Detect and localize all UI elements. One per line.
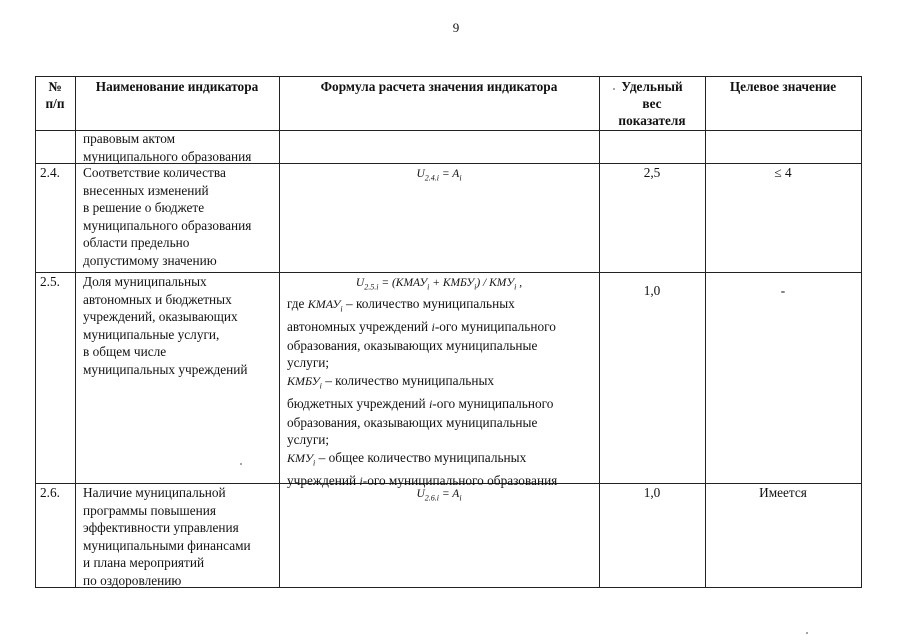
formula-subscript: i <box>459 493 462 503</box>
variable-name: КМУ <box>287 451 314 466</box>
formula-subscript: i <box>474 282 477 292</box>
text-line: муниципального образования <box>83 217 252 233</box>
text-line <box>287 295 557 318</box>
header-number-line: п/п <box>45 96 65 111</box>
text-fragment: -ого муниципального образования <box>362 473 558 489</box>
text-line: программы повышения <box>83 502 216 518</box>
text-fragment: -ого муниципального <box>434 319 556 335</box>
text-fragment: – количество муниципальных <box>321 373 495 389</box>
indicators-table <box>35 76 862 588</box>
variable-subscript: i <box>340 304 343 314</box>
formula-symbol: ) / КМУ <box>476 277 515 289</box>
header-target: Целевое значение <box>729 79 837 94</box>
indicator-name <box>83 484 251 590</box>
page-number: 9 <box>452 20 460 35</box>
row-number: 2.5. <box>40 274 60 289</box>
variable-subscript: i <box>313 458 316 468</box>
column-divider <box>75 76 76 588</box>
formula-description <box>287 295 557 491</box>
text-line: Соответствие количества <box>83 165 226 180</box>
text-line: услуги; <box>287 355 330 371</box>
text-line: допустимому значению <box>83 252 217 268</box>
variable-name: i <box>359 474 363 489</box>
text-line: Доля муниципальных <box>83 274 207 289</box>
header-weight-line: показателя <box>618 113 686 128</box>
formula-subscript: 2.5.i <box>364 282 379 292</box>
text-line <box>287 372 557 395</box>
indicator-target: Имеется <box>759 485 807 500</box>
text-line: и плана мероприятий <box>83 555 205 571</box>
header-weight <box>599 78 705 129</box>
indicator-name-continuation <box>83 130 251 165</box>
text-line <box>287 395 557 414</box>
indicator-target: - <box>780 283 786 298</box>
header-number <box>35 78 75 112</box>
indicator-formula <box>279 486 599 507</box>
variable-subscript: i <box>319 381 322 391</box>
text-line: учреждений, оказывающих <box>83 309 238 325</box>
header-indicator-name: Наименование индикатора <box>95 79 259 94</box>
header-weight-line: Удельный <box>621 79 683 94</box>
text-fragment: где <box>287 296 308 311</box>
text-line: образования, оказывающих муниципальные <box>287 337 538 353</box>
column-divider <box>599 76 600 588</box>
text-fragment: бюджетных учреждений <box>287 396 429 412</box>
text-line: услуги; <box>287 432 330 448</box>
indicator-name <box>83 164 251 270</box>
text-line: муниципального образования <box>83 148 252 164</box>
text-line: муниципальными финансами <box>83 537 251 553</box>
text-line: области предельно <box>83 235 190 251</box>
text-line: правовым актом <box>83 131 176 146</box>
formula-symbol: = A <box>438 488 460 500</box>
indicator-name <box>83 273 247 379</box>
indicator-weight: 1,0 <box>643 283 661 298</box>
text-line: внесенных изменений <box>83 182 209 198</box>
table-border-top <box>35 76 862 77</box>
formula-symbol: = (КМАУ <box>378 277 428 289</box>
indicator-weight: 2,5 <box>643 165 661 180</box>
header-formula: Формула расчета значения индикатора <box>320 79 558 94</box>
variable-name: i <box>431 320 435 335</box>
indicator-weight: 1,0 <box>643 485 661 500</box>
indicator-formula <box>279 166 599 187</box>
formula-symbol: U <box>416 168 425 180</box>
text-fragment: -ого муниципального <box>432 396 554 412</box>
indicator-formula <box>279 275 599 296</box>
row-number: 2.4. <box>40 165 60 180</box>
formula-subscript: i <box>427 282 430 292</box>
scan-speck <box>613 88 615 90</box>
indicator-target: ≤ 4 <box>774 165 792 180</box>
formula-subscript: i <box>514 282 517 292</box>
text-line <box>287 449 557 472</box>
header-weight-line: вес <box>642 96 662 111</box>
row-number: 2.6. <box>40 485 60 500</box>
formula-symbol: , <box>516 277 523 289</box>
variable-name: i <box>428 397 433 412</box>
variable-name: КМАУ <box>307 297 341 311</box>
column-divider <box>705 76 706 588</box>
text-line <box>287 318 557 337</box>
formula-subscript: 2.4.i <box>424 173 439 183</box>
formula-symbol: U <box>416 488 425 500</box>
text-line: муниципальные услуги, <box>83 326 220 342</box>
variable-name: КМБУ <box>287 374 320 389</box>
formula-symbol: = A <box>438 168 460 180</box>
text-line: в решение о бюджете <box>83 200 205 216</box>
formula-subscript: 2.6.i <box>424 493 439 503</box>
text-line: Наличие муниципальной <box>83 485 226 500</box>
text-line: по оздоровлению <box>83 572 182 588</box>
scan-speck <box>806 632 808 634</box>
text-line: автономных и бюджетных <box>83 291 232 307</box>
column-divider <box>279 76 280 588</box>
text-fragment: – общее количество муниципальных <box>315 450 527 466</box>
text-fragment: учреждений <box>287 473 360 489</box>
text-line: в общем числе <box>83 344 167 360</box>
scan-speck <box>240 463 242 465</box>
formula-symbol: U <box>355 277 365 289</box>
table-border-left <box>35 76 36 588</box>
header-number-line: № <box>48 79 62 94</box>
text-line: эффективности управления <box>83 520 239 536</box>
text-line: образования, оказывающих муниципальные <box>287 414 538 430</box>
formula-subscript: i <box>459 173 462 183</box>
text-line: муниципальных учреждений <box>83 361 248 377</box>
formula-symbol: + КМБУ <box>429 277 475 289</box>
text-fragment: автономных учреждений <box>287 319 432 335</box>
table-border-right <box>861 76 862 588</box>
text-fragment: – количество муниципальных <box>342 296 515 311</box>
